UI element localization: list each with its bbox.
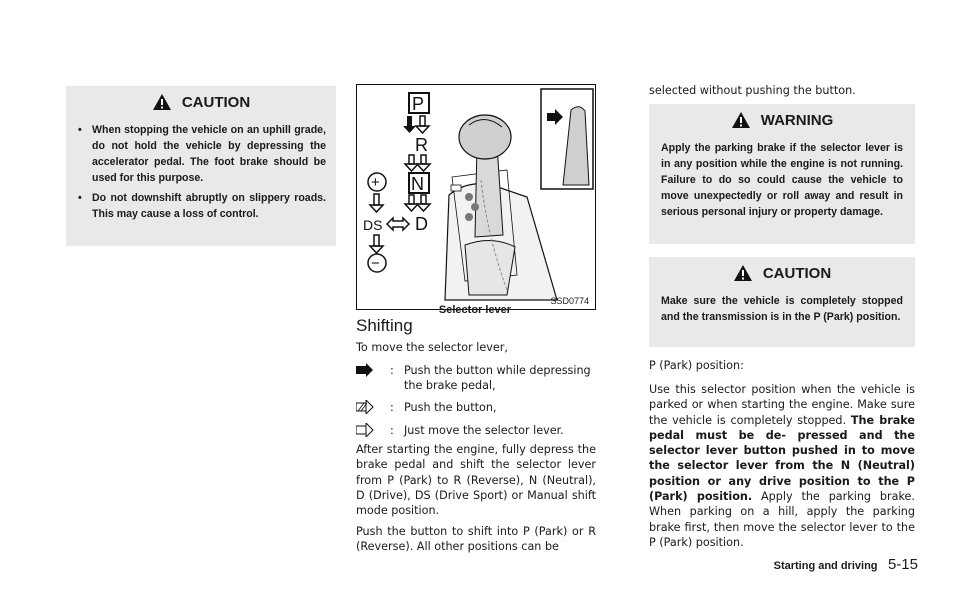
shifting-intro: To move the selector lever,: [356, 341, 508, 354]
warning-triangle-icon: [731, 111, 751, 129]
park-text: Use this selector position when the vehicle is parked or when starting the engine. Make sure the vehicle is completely stopped.: [649, 383, 915, 427]
legend-text: Push the button,: [404, 401, 497, 414]
legend-text: Just move the selector lever.: [404, 424, 564, 437]
shifting-paragraph: Push the button to shift into P (Park) or R (Reverse). All other positions can be: [356, 525, 596, 554]
filled-arrow-icon: [356, 363, 390, 377]
park-emphasis: The brake pedal must be de- pressed and the selector lever button pushed in to move the selector lever from the N (Neutral) position or any drive position to the P (Park) position.: [649, 413, 916, 504]
caution-title: CAUTION: [762, 264, 832, 282]
caution-title: CAUTION: [181, 93, 251, 111]
continued-text: selected without pushing the button.: [649, 84, 856, 97]
caution-list: [76, 122, 326, 222]
selector-lever-illustration: [357, 85, 595, 309]
manual-minus-label: −: [371, 255, 380, 272]
manual-plus-label: +: [371, 174, 380, 191]
caution-item: • When stopping the vehicle on an uphill grade, do not hold the vehicle by depressing the accelerator pedal. The foot brake should be used for this purpose.: [76, 122, 326, 186]
arrow-button-icon: [405, 155, 430, 171]
selector-lever-figure: [356, 84, 596, 310]
caution-item: • Do not downshift abruptly on slippery roads. This may cause a loss of control.: [76, 190, 326, 222]
figure-id: SSD0774: [550, 296, 589, 306]
shifting-heading: Shifting: [356, 316, 413, 335]
warning-text: Apply the parking brake if the selector lever is in any position while the engine is not running. Failure to do so could cause the vehicle to move unexpectedly or roll away and result in serious personal injury or property damage.: [661, 142, 903, 218]
legend-row: : Push the button,: [356, 400, 596, 415]
page-footer: [774, 556, 918, 574]
park-paragraph: [649, 382, 915, 550]
legend-row: : Push the button while depressing the brake pedal,: [356, 363, 596, 394]
gear-label-n: N: [411, 174, 424, 194]
gear-label-r: R: [415, 135, 428, 155]
page-number: 5-15: [887, 556, 918, 573]
outline-arrow-icon: [356, 423, 390, 437]
figure-caption: Selector lever: [438, 304, 512, 316]
shifting-paragraph: After starting the engine, fully depress the brake pedal and shift the selector lever from P (Park) to R (Reverse), N (Neutral), D (Drive), DS (Drive Sport) or Manual shift mode position.: [356, 443, 596, 518]
caution-header: [66, 88, 336, 116]
footer-section: Starting and driving: [773, 560, 878, 572]
caution-box-left: [66, 86, 336, 246]
legend-text: Push the button while depressing the brake pedal,: [404, 364, 591, 393]
caution-box-right: [649, 257, 915, 347]
arrow-button-icon: [416, 116, 429, 133]
gear-label-d: D: [415, 214, 428, 234]
arrow-button-brake-icon: [403, 116, 416, 133]
caution-text: Make sure the vehicle is completely stopped and the transmission is in the P (Park) position.: [661, 295, 903, 323]
park-heading: P (Park) position:: [649, 359, 744, 372]
double-arrow-icon: [387, 218, 409, 230]
gear-label-p: P: [412, 94, 425, 114]
caution-header: [649, 259, 915, 287]
warning-triangle-icon: [733, 264, 753, 282]
hatched-arrow-icon: [356, 400, 390, 414]
gear-label-ds: DS: [363, 217, 383, 233]
warning-header: [649, 106, 915, 134]
arrow-move-icon: [405, 195, 430, 211]
legend-row: : Just move the selector lever.: [356, 423, 596, 438]
warning-triangle-icon: [152, 93, 172, 111]
park-text: Apply the parking brake. When parking on a hill, apply the parking brake first, then move the selector lever to the P (Park) position.: [649, 490, 915, 549]
warning-box: [649, 104, 915, 244]
warning-title: WARNING: [760, 111, 834, 129]
